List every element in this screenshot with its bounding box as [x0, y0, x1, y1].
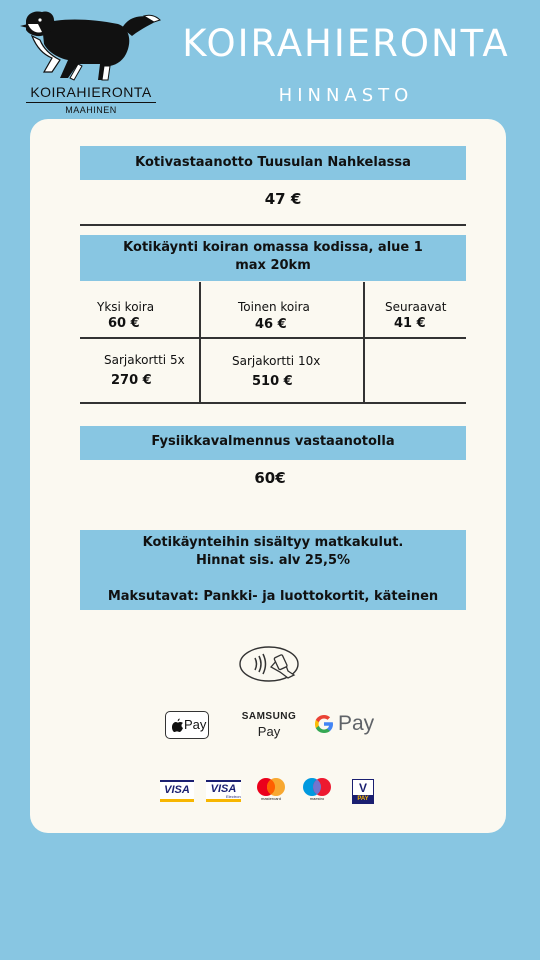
samsung-pay-logo	[234, 709, 304, 743]
logo-subtitle: MAAHINEN	[65, 105, 117, 115]
price-list-card	[30, 119, 506, 833]
apple-pay-logo	[165, 711, 209, 739]
table-divider	[80, 337, 466, 339]
visa-electron-text: VISA	[210, 783, 237, 795]
vpay-v-text: V	[358, 781, 367, 795]
vpay-pay-text: PAY	[357, 796, 369, 802]
info-line-payment-methods: Maksutavat: Pankki- ja luottokortit, käteinen	[107, 589, 439, 604]
price-cell-value: 46 €	[255, 317, 287, 332]
table-divider	[363, 282, 365, 404]
dog-logo-icon	[18, 6, 166, 88]
visa-logo	[160, 780, 194, 802]
google-pay-text: Pay	[338, 712, 375, 735]
vpay-logo	[352, 779, 374, 804]
reception-price: 47 €	[264, 190, 302, 208]
reception-title-bar	[80, 146, 466, 180]
price-cell-label: Sarjakortti 10x	[232, 354, 321, 368]
price-cell-value: 270 €	[111, 373, 152, 388]
table-divider	[80, 402, 466, 404]
home-visit-title-line1: Kotikäynti koiran omassa kodissa, alue 1	[123, 240, 423, 255]
physical-training-price: 60€	[254, 469, 286, 487]
mastercard-text: mastercard	[260, 796, 281, 801]
info-line-vat: Hinnat sis. alv 25,5%	[195, 553, 351, 568]
maestro-text: maestro	[309, 796, 325, 801]
maestro-logo	[300, 777, 334, 805]
price-cell-value: 60 €	[108, 316, 140, 331]
price-cell-value: 41 €	[394, 316, 426, 331]
physical-training-title: Fysiikkavalmennus vastaanotolla	[151, 434, 395, 449]
price-cell-label: Sarjakortti 5x	[104, 353, 185, 367]
mastercard-logo	[254, 777, 288, 805]
physical-training-title-bar	[80, 426, 466, 460]
visa-electron-logo	[206, 780, 241, 802]
page-subtitle: HINNASTO	[278, 85, 414, 106]
price-cell-label: Seuraavat	[385, 300, 447, 314]
info-box	[80, 530, 466, 610]
logo-divider	[26, 102, 156, 103]
visa-text: VISA	[164, 784, 190, 796]
mastercard-icon	[254, 777, 288, 797]
google-pay-logo	[313, 711, 383, 739]
logo-name: KOIRAHIERONTA	[30, 84, 152, 100]
divider	[80, 224, 466, 226]
table-divider	[199, 282, 201, 404]
price-cell-label: Yksi koira	[97, 300, 155, 314]
home-visit-title-bar	[80, 235, 466, 281]
google-g-icon	[313, 713, 335, 735]
apple-icon	[172, 718, 183, 732]
price-cell-value: 510 €	[252, 374, 293, 389]
samsung-pay-brand: SAMSUNG	[241, 711, 297, 722]
maestro-icon	[300, 777, 334, 797]
reception-title: Kotivastaanotto Tuusulan Nahkelassa	[135, 155, 411, 170]
home-visit-title-line2: max 20km	[235, 258, 311, 273]
brand-title: KOIRAHIERONTA	[182, 22, 510, 65]
logo	[18, 6, 166, 116]
samsung-pay-text: Pay	[257, 724, 281, 739]
contactless-payment-icon	[238, 645, 304, 683]
apple-pay-text: Pay	[184, 717, 207, 732]
price-cell-label: Toinen koira	[238, 300, 310, 314]
visa-electron-subtext: Electron	[226, 794, 241, 799]
info-line-travel: Kotikäynteihin sisältyy matkakulut.	[142, 535, 404, 550]
